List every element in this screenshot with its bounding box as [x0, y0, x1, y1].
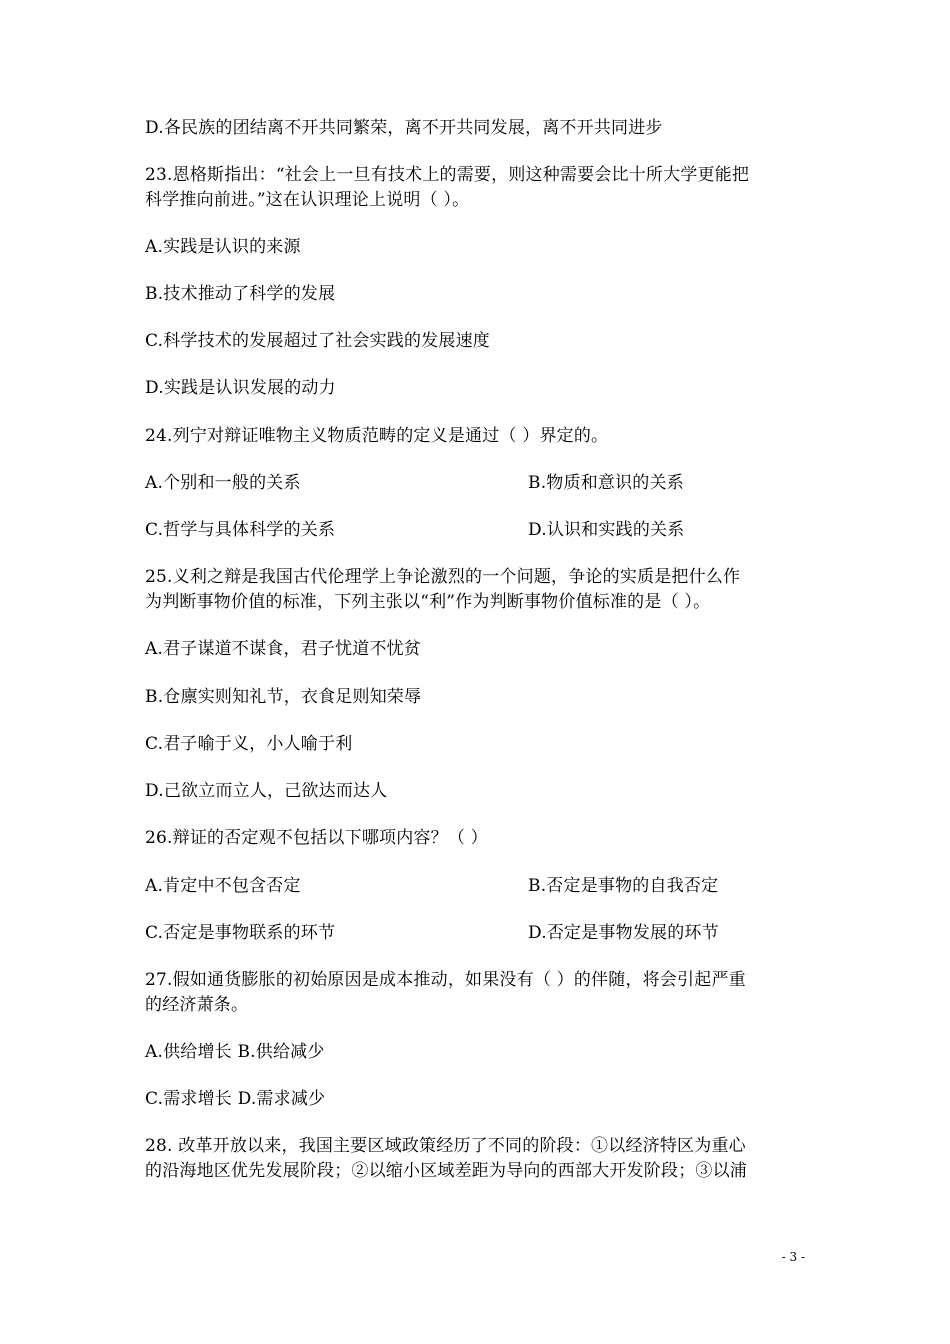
- q24-option-b: B.物质和意识的关系: [528, 473, 684, 493]
- q28-stem-line-2: 的沿海地区优先发展阶段；②以缩小区域差距为导向的西部大开发阶段；③以浦: [145, 1161, 747, 1181]
- q27-stem-line-1: 27.假如通货膨胀的初始原因是成本推动，如果没有（ ）的伴随，将会引起严重: [145, 970, 746, 990]
- q26-options-row-1: [145, 875, 719, 897]
- q26-option-a: A.肯定中不包含否定: [145, 876, 301, 896]
- q22-option-d: D.各民族的团结离不开共同繁荣，离不开共同发展，离不开共同进步: [145, 118, 663, 138]
- q23-option-b: B.技术推动了科学的发展: [145, 284, 336, 304]
- q25-option-d: D.己欲立而立人，己欲达而达人: [145, 781, 388, 801]
- q24-option-d: D.认识和实践的关系: [528, 520, 685, 540]
- page-number: - 3 -: [781, 1250, 805, 1264]
- q26-option-c: C.否定是事物联系的环节: [145, 923, 336, 943]
- q26-options-row-2: [145, 922, 719, 944]
- q23-option-d: D.实践是认识发展的动力: [145, 378, 336, 398]
- q24-stem: 24.列宁对辩证唯物主义物质范畴的定义是通过（ ）界定的。: [145, 426, 609, 446]
- q24-option-c: C.哲学与具体科学的关系: [145, 520, 336, 540]
- q28-stem-line-1: 28. 改革开放以来，我国主要区域政策经历了不同的阶段：①以经济特区为重心: [145, 1136, 746, 1156]
- q25-option-c: C.君子喻于义，小人喻于利: [145, 734, 353, 754]
- q27-stem-line-2: 的经济萧条。: [145, 995, 249, 1015]
- q23-option-c: C.科学技术的发展超过了社会实践的发展速度: [145, 331, 491, 351]
- q23-option-a: A.实践是认识的来源: [145, 237, 301, 257]
- q26-option-b: B.否定是事物的自我否定: [528, 876, 719, 896]
- q24-options-row-2: [145, 519, 685, 541]
- q26-stem: 26.辩证的否定观不包括以下哪项内容？（ ）: [145, 828, 488, 848]
- q24-option-a: A.个别和一般的关系: [145, 473, 301, 493]
- q23-stem-line-2: 科学推向前进。”这在认识理论上说明（ ）。: [145, 190, 470, 210]
- q25-option-a: A.君子谋道不谋食，君子忧道不忧贫: [145, 639, 422, 659]
- q24-options-row-1: [145, 472, 684, 494]
- q27-options-row-1: A.供给增长 B.供给减少: [145, 1042, 325, 1062]
- q25-option-b: B.仓廪实则知礼节，衣食足则知荣辱: [145, 687, 422, 707]
- q25-stem-line-1: 25.义利之辩是我国古代伦理学上争论激烈的一个问题，争论的实质是把什么作: [145, 567, 741, 587]
- q23-stem-line-1: 23.恩格斯指出：“社会上一旦有技术上的需要，则这种需要会比十所大学更能把: [145, 165, 750, 185]
- q25-stem-line-2: 为判断事物价值的标准，下列主张以“利”作为判断事物价值标准的是（ ）。: [145, 592, 711, 612]
- q27-options-row-2: C.需求增长 D.需求减少: [145, 1089, 326, 1109]
- q26-option-d: D.否定是事物发展的环节: [528, 923, 719, 943]
